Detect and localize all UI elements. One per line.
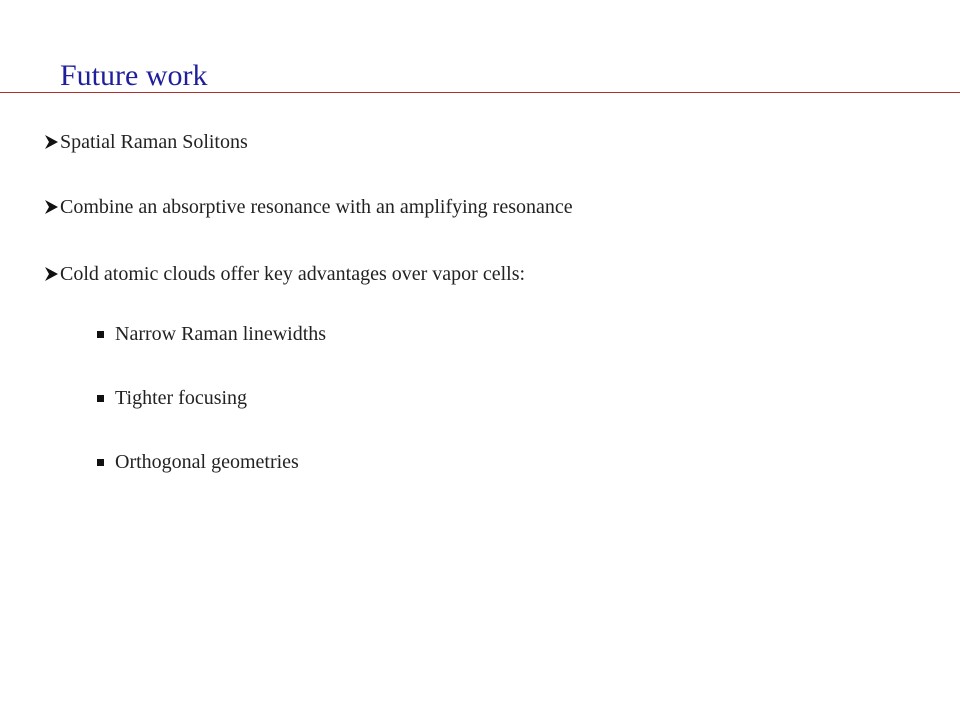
bullet-text: Narrow Raman linewidths [115,323,327,345]
square-bullet-icon [97,395,104,402]
slide-title: Future work [60,59,208,92]
bullet-text: Combine an absorptive resonance with an amplifying resonance [60,196,573,218]
bullet-text: Cold atomic clouds offer key advantages over vapor cells: [60,263,526,285]
sub-bullet-item [97,322,326,346]
sub-bullet-item [97,450,299,474]
square-bullet-icon [97,331,104,338]
arrow-bullet-icon [44,134,59,150]
bullet-item [44,262,525,286]
bullet-text: Spatial Raman Solitons [60,131,248,153]
square-bullet-icon [97,459,104,466]
arrow-bullet-icon [44,266,59,282]
bullet-text: Tighter focusing [115,387,248,409]
sub-bullet-item [97,386,247,410]
arrow-bullet-icon [44,199,59,215]
bullet-item [44,130,248,154]
bullet-text: Orthogonal geometries [115,451,299,473]
bullet-item [44,195,573,219]
